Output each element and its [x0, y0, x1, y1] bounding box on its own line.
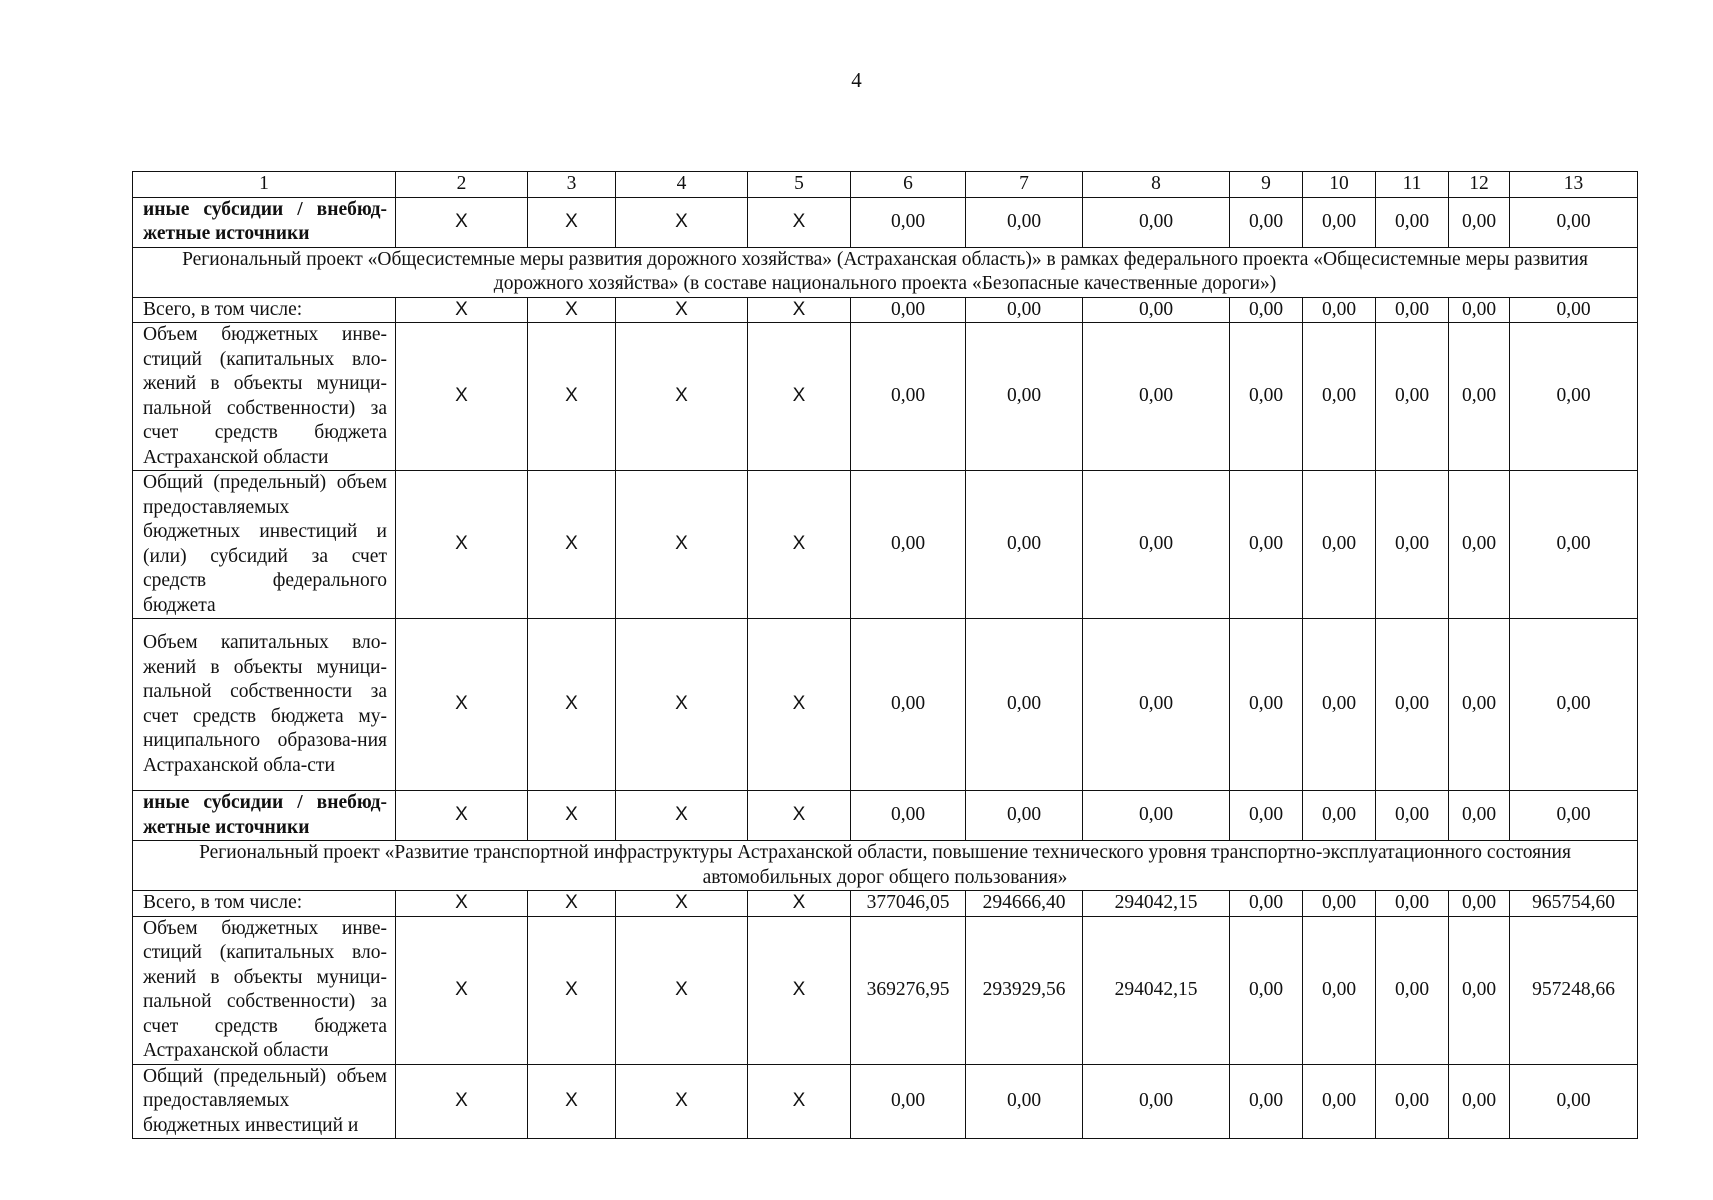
- table-cell: 0,00: [1303, 791, 1376, 841]
- table-cell: X: [528, 619, 616, 791]
- table-cell: X: [396, 619, 528, 791]
- total-row: [133, 297, 1638, 323]
- table-cell: 0,00: [1303, 891, 1376, 917]
- table-cell: X: [616, 916, 748, 1064]
- row-label: Всего, в том числе:: [133, 891, 396, 917]
- table-cell: 0,00: [1083, 323, 1230, 471]
- table-row: [133, 791, 1638, 841]
- table-cell: X: [396, 197, 528, 247]
- table-cell: 0,00: [1376, 1064, 1449, 1139]
- table-cell: 0,00: [1376, 197, 1449, 247]
- table-cell: 0,00: [966, 1064, 1083, 1139]
- table-cell: 0,00: [1230, 297, 1303, 323]
- row-label: Всего, в том числе:: [133, 297, 396, 323]
- table-cell: X: [396, 323, 528, 471]
- table-cell: X: [748, 619, 851, 791]
- table-cell: 0,00: [851, 791, 966, 841]
- table-cell: X: [748, 791, 851, 841]
- table-cell: X: [528, 197, 616, 247]
- table-body: [133, 172, 1638, 1139]
- table-cell: 0,00: [1449, 1064, 1510, 1139]
- table-cell: 0,00: [1449, 297, 1510, 323]
- column-header: 8: [1083, 172, 1230, 198]
- table-cell: 0,00: [1376, 297, 1449, 323]
- table-cell: 0,00: [1303, 297, 1376, 323]
- column-header: 3: [528, 172, 616, 198]
- table-cell: X: [396, 916, 528, 1064]
- table-row: [133, 197, 1638, 247]
- table-cell: 293929,56: [966, 916, 1083, 1064]
- table-cell: 0,00: [1449, 619, 1510, 791]
- table-cell: X: [616, 1064, 748, 1139]
- table-cell: X: [528, 891, 616, 917]
- column-header-row: [133, 172, 1638, 198]
- table-cell: X: [616, 619, 748, 791]
- total-row: [133, 891, 1638, 917]
- table-cell: 0,00: [966, 297, 1083, 323]
- column-header: 12: [1449, 172, 1510, 198]
- section-title: Региональный проект «Развитие транспортной инфраструктуры Астраханской области, повышение технического уровня транспортно-эксплуатационного состояния автомобильных дорог общего пользования»: [133, 841, 1638, 891]
- table-cell: 0,00: [1376, 619, 1449, 791]
- table-cell: X: [616, 323, 748, 471]
- table-cell: 0,00: [966, 791, 1083, 841]
- table-cell: 0,00: [1449, 916, 1510, 1064]
- table-cell: 0,00: [1083, 197, 1230, 247]
- table-cell: 0,00: [1083, 791, 1230, 841]
- table-cell: 0,00: [1449, 323, 1510, 471]
- table-cell: 0,00: [1230, 791, 1303, 841]
- table-cell: 377046,05: [851, 891, 966, 917]
- table-cell: 294666,40: [966, 891, 1083, 917]
- table-cell: 0,00: [966, 471, 1083, 619]
- table-cell: X: [748, 891, 851, 917]
- table-cell: X: [396, 471, 528, 619]
- table-cell: 0,00: [1303, 197, 1376, 247]
- row-label: Общий (предельный) объем предоставляемых бюджетных инвестиций и (или) субсидий за счет средств федерального бюджета: [133, 471, 396, 619]
- table-cell: 0,00: [1510, 471, 1638, 619]
- table-cell: 0,00: [1376, 323, 1449, 471]
- section-header-row: [133, 247, 1638, 297]
- table-cell: X: [748, 297, 851, 323]
- table-cell: 0,00: [851, 197, 966, 247]
- column-header: 13: [1510, 172, 1638, 198]
- table-cell: 0,00: [1449, 197, 1510, 247]
- table-cell: 0,00: [1510, 1064, 1638, 1139]
- table-cell: 0,00: [1230, 619, 1303, 791]
- table-cell: X: [528, 1064, 616, 1139]
- table-cell: 0,00: [966, 323, 1083, 471]
- table-cell: 369276,95: [851, 916, 966, 1064]
- table-cell: 0,00: [851, 619, 966, 791]
- table-cell: 0,00: [1510, 297, 1638, 323]
- row-label: Общий (предельный) объем предоставляемых бюджетных инвестиций и: [133, 1064, 396, 1139]
- table-cell: X: [396, 891, 528, 917]
- table-cell: 0,00: [1303, 1064, 1376, 1139]
- row-label: Объем бюджетных инве-стиций (капитальных вло-жений в объекты муници-пальной собственности) за счет средств бюджета Астраханской области: [133, 916, 396, 1064]
- column-header: 9: [1230, 172, 1303, 198]
- table-cell: 0,00: [1510, 197, 1638, 247]
- table-cell: X: [748, 471, 851, 619]
- table-row: [133, 323, 1638, 471]
- table-cell: 294042,15: [1083, 891, 1230, 917]
- table-cell: 957248,66: [1510, 916, 1638, 1064]
- table-cell: X: [616, 197, 748, 247]
- table-cell: 0,00: [1376, 891, 1449, 917]
- table-cell: X: [748, 1064, 851, 1139]
- table-cell: 0,00: [1449, 891, 1510, 917]
- table-row: [133, 619, 1638, 791]
- table-cell: 294042,15: [1083, 916, 1230, 1064]
- table-cell: 0,00: [966, 197, 1083, 247]
- table-cell: 0,00: [1510, 323, 1638, 471]
- table-cell: 0,00: [1303, 916, 1376, 1064]
- table-cell: X: [396, 297, 528, 323]
- table-cell: X: [528, 323, 616, 471]
- column-header: 2: [396, 172, 528, 198]
- table-cell: 965754,60: [1510, 891, 1638, 917]
- table-cell: 0,00: [1083, 1064, 1230, 1139]
- table-row: [133, 916, 1638, 1064]
- table-cell: 0,00: [1376, 471, 1449, 619]
- table-cell: 0,00: [1083, 297, 1230, 323]
- table-cell: 0,00: [851, 471, 966, 619]
- table-cell: 0,00: [1083, 619, 1230, 791]
- column-header: 7: [966, 172, 1083, 198]
- column-header: 4: [616, 172, 748, 198]
- table-cell: 0,00: [1510, 619, 1638, 791]
- table-cell: 0,00: [1449, 791, 1510, 841]
- table-cell: 0,00: [1376, 791, 1449, 841]
- table-cell: X: [528, 471, 616, 619]
- page-number: 4: [851, 68, 862, 92]
- table-cell: 0,00: [1230, 916, 1303, 1064]
- table-cell: 0,00: [1376, 916, 1449, 1064]
- row-label: иные субсидии / внебюд-жетные источники: [133, 197, 396, 247]
- table-cell: X: [748, 323, 851, 471]
- table-cell: X: [616, 791, 748, 841]
- table-row: [133, 1064, 1638, 1139]
- table-cell: 0,00: [1510, 791, 1638, 841]
- column-header: 5: [748, 172, 851, 198]
- table-cell: 0,00: [1230, 197, 1303, 247]
- table-row: [133, 471, 1638, 619]
- row-label: Объем бюджетных инве-стиций (капитальных вло-жений в объекты муници-пальной собственности) за счет средств бюджета Астраханской области: [133, 323, 396, 471]
- table-cell: X: [616, 297, 748, 323]
- table-cell: 0,00: [1303, 323, 1376, 471]
- section-title: Региональный проект «Общесистемные меры развития дорожного хозяйства» (Астраханская область)» в рамках федерального проекта «Общесистемные меры развития дорожного хозяйства» (в составе национального проекта «Безопасные качественные дороги»): [133, 247, 1638, 297]
- table-cell: 0,00: [1449, 471, 1510, 619]
- table-cell: X: [528, 791, 616, 841]
- row-label: иные субсидии / внебюд-жетные источники: [133, 791, 396, 841]
- table-cell: X: [616, 891, 748, 917]
- table-cell: 0,00: [1230, 323, 1303, 471]
- table-cell: X: [396, 1064, 528, 1139]
- column-header: 10: [1303, 172, 1376, 198]
- table-cell: 0,00: [1083, 471, 1230, 619]
- table-cell: 0,00: [851, 1064, 966, 1139]
- table-cell: X: [528, 297, 616, 323]
- table-cell: 0,00: [966, 619, 1083, 791]
- budget-table: [132, 171, 1638, 1139]
- table-cell: 0,00: [1303, 471, 1376, 619]
- table-cell: 0,00: [1230, 471, 1303, 619]
- table-cell: X: [396, 791, 528, 841]
- column-header: 11: [1376, 172, 1449, 198]
- row-label: Объем капитальных вло-жений в объекты муници-пальной собственности за счет средств бюджета му-ниципального образова-ния Астраханской обла-сти: [133, 619, 396, 791]
- table-cell: X: [616, 471, 748, 619]
- column-header: 6: [851, 172, 966, 198]
- table-cell: 0,00: [1230, 891, 1303, 917]
- column-header: 1: [133, 172, 396, 198]
- table-cell: X: [748, 916, 851, 1064]
- table-cell: X: [528, 916, 616, 1064]
- section-header-row: [133, 841, 1638, 891]
- table-cell: 0,00: [1303, 619, 1376, 791]
- table-cell: X: [748, 197, 851, 247]
- table-cell: 0,00: [851, 297, 966, 323]
- table-cell: 0,00: [1230, 1064, 1303, 1139]
- table-cell: 0,00: [851, 323, 966, 471]
